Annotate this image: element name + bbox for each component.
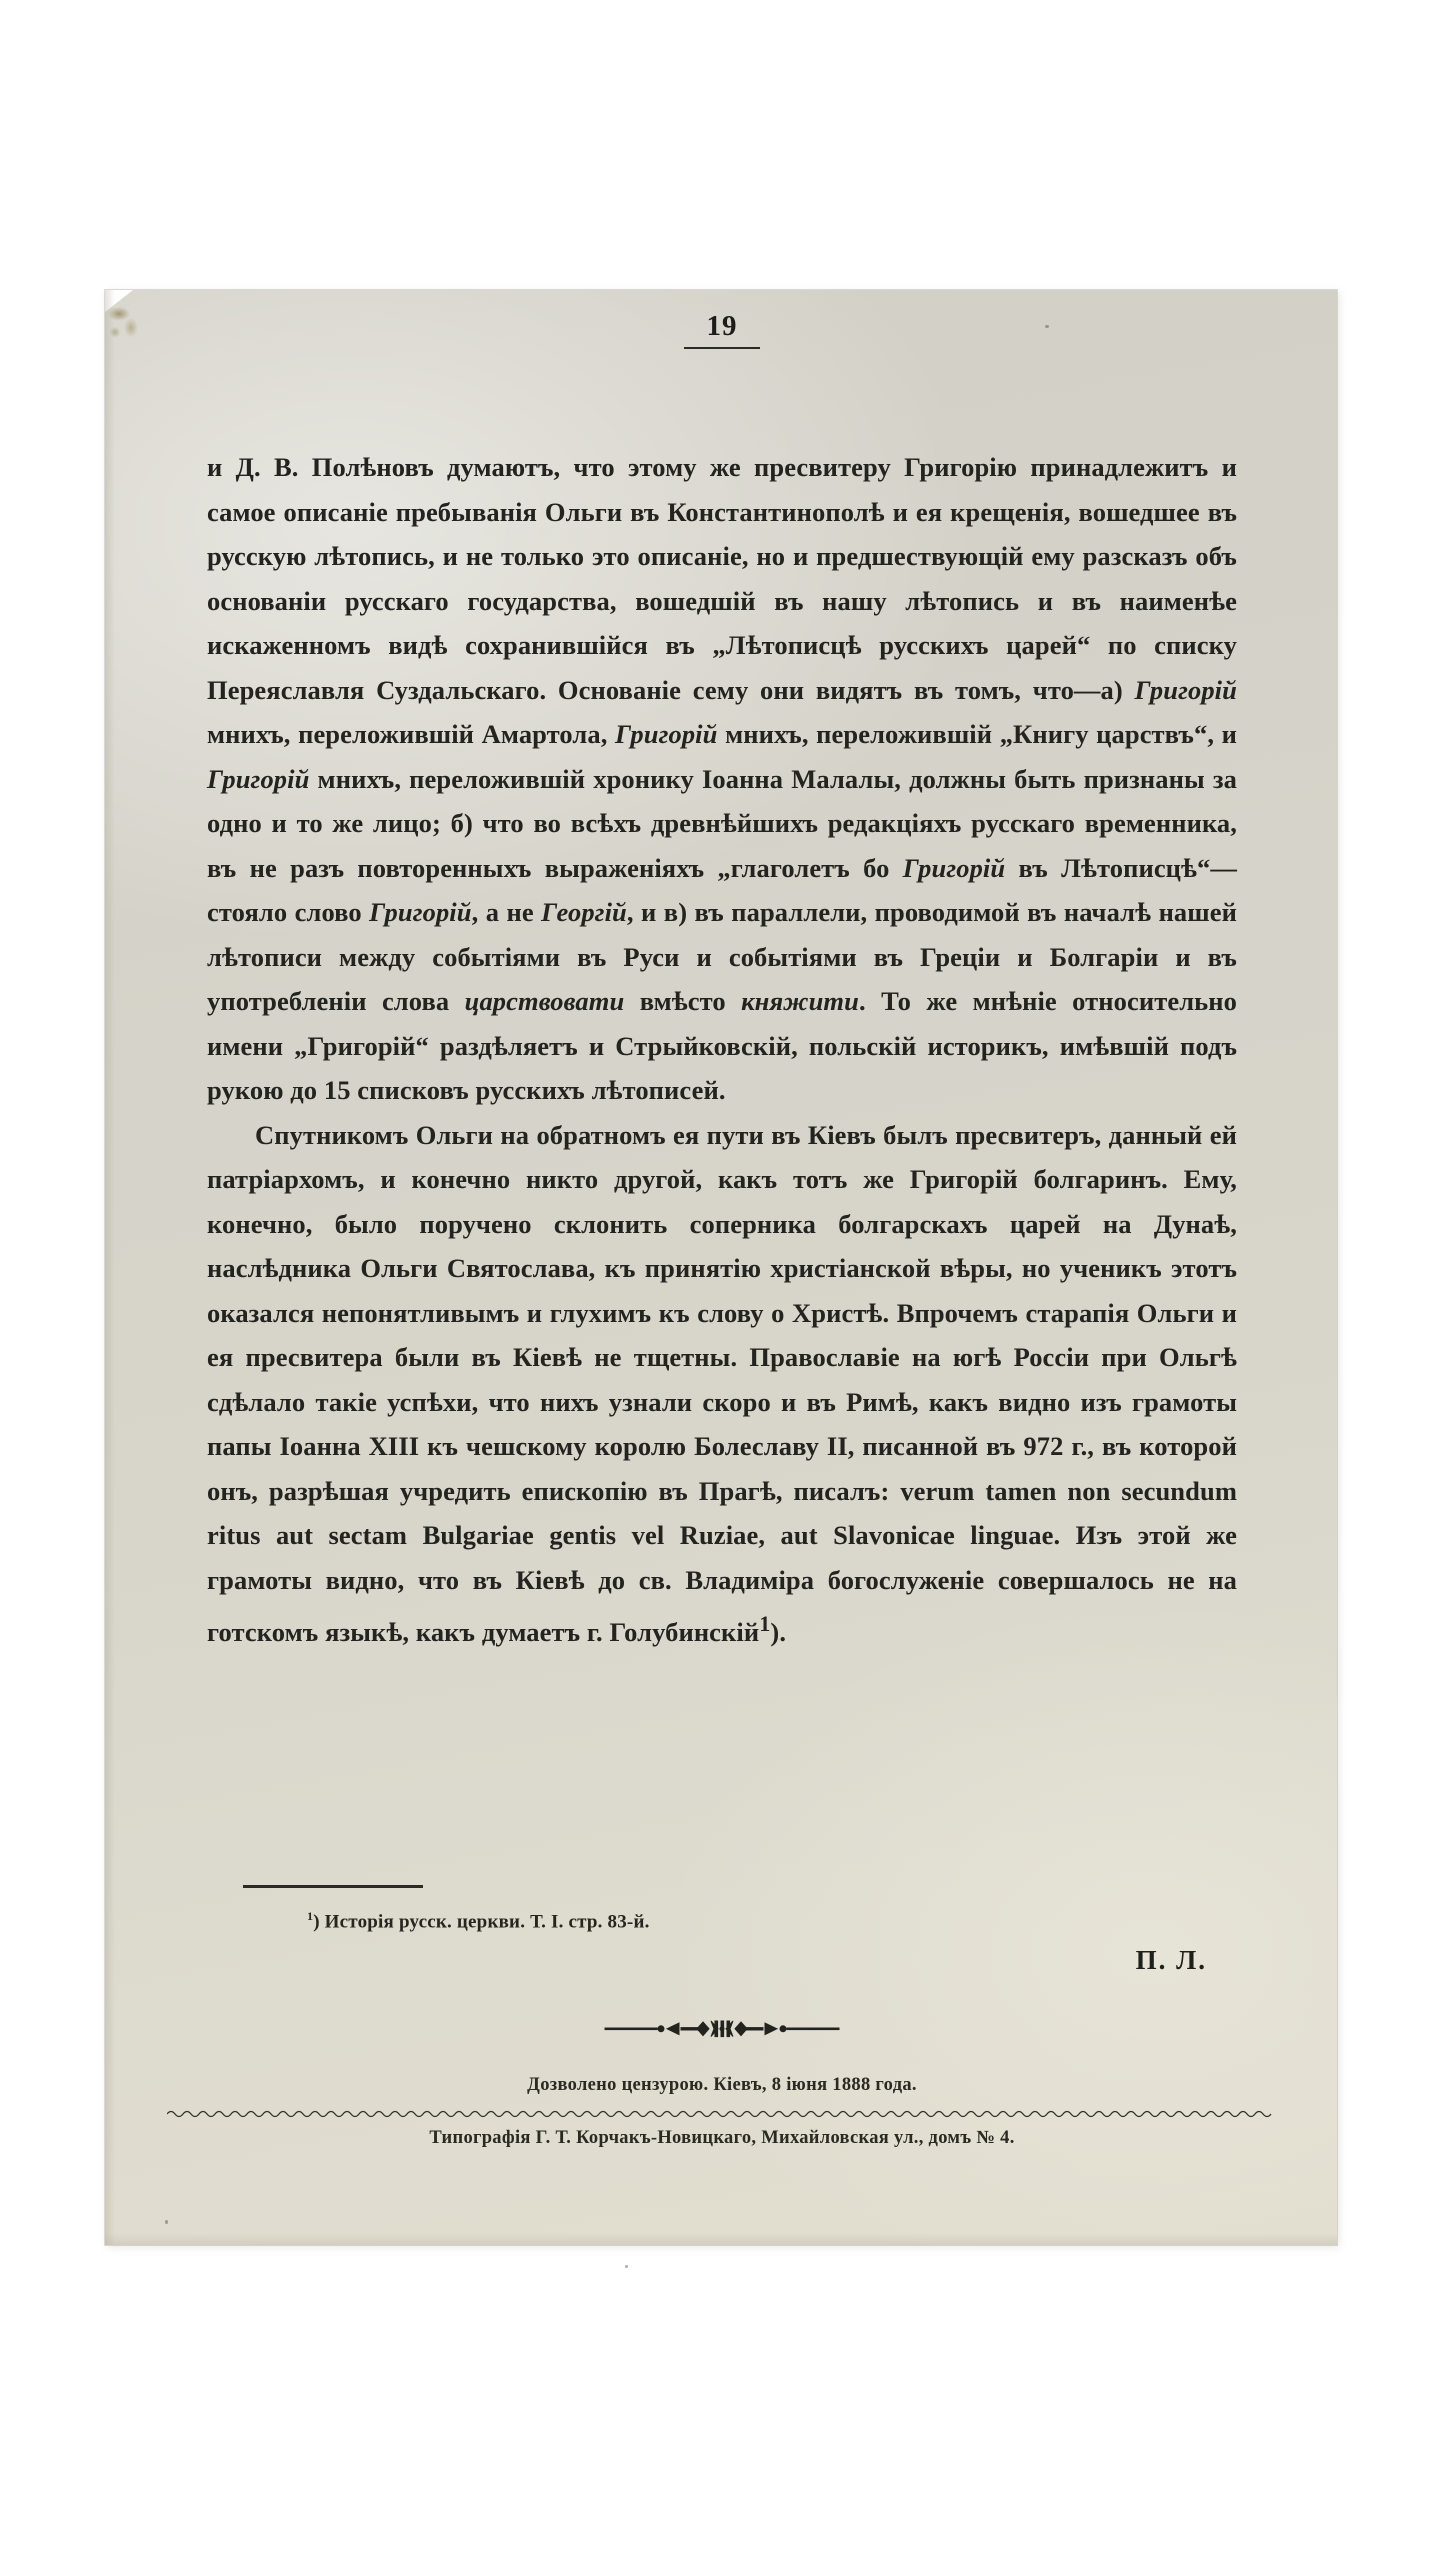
emphasised-term: Григорій bbox=[207, 763, 310, 794]
text-run: ). bbox=[770, 1616, 787, 1647]
footnote bbox=[307, 1902, 1207, 1936]
paper-speck bbox=[625, 2265, 628, 2268]
text-run: . То же мнѣніе относительно имени „Григорій“ раздѣляетъ и Стрыйковскій, польскій историкъ, имѣвшій подъ рукою до 15 списковъ русскихъ лѣтописей. bbox=[207, 986, 1238, 1105]
wavy-divider-rule bbox=[167, 2107, 1277, 2119]
text-run: мнихъ, переложившій Амартола, bbox=[207, 719, 616, 749]
fleuron-icon bbox=[597, 2020, 847, 2038]
text-run: мнихъ, переложившій хронику Іоанна Малалы, должны быть признаны за одно и то же лицо; б) что во всѣхъ древнѣйшихъ редакціяхъ русскаго временника, въ не разъ повторенныхъ выраженіяхъ „глаголетъ бо bbox=[207, 763, 1237, 883]
emphasised-term: Григорій bbox=[615, 719, 718, 749]
printer-imprint-line: Типографія Г. Т. Корчакъ-Новицкаго, Михайловская ул., домъ № 4. bbox=[429, 2128, 1015, 2148]
footnote-text: ) Исторія русск. церкви. Т. І. стр. 83-й. bbox=[313, 1911, 650, 1933]
author-initials: П. Л. bbox=[1135, 1945, 1207, 1975]
paragraph-1 bbox=[207, 445, 1237, 1113]
paper-speck bbox=[165, 2220, 168, 2224]
page-header bbox=[207, 310, 1237, 349]
text-run: мнихъ, переложившій „Книгу царствъ“, и bbox=[717, 719, 1237, 749]
text-run: , и в) въ параллели, проводимой въ началѣ нашей лѣтописи между событіями въ Руси и событіями въ Греціи и Болгаріи и въ употребленіи слова bbox=[207, 897, 1237, 1016]
page-number: 19 bbox=[706, 310, 738, 342]
left-edge-shading bbox=[105, 290, 115, 2245]
text-run: и Д. В. Полѣновъ думаютъ, что этому же пресвитеру Григорію принадлежитъ и самое описаніе пребыванія Ольги въ Константинополѣ и ея крещенія, вошедшее въ русскую лѣтопись, и не только это описаніе, но и предшествующій ему разсказъ объ основаніи русскаго государства, вошедшій въ нашу лѣтопись и въ наименѣе искаженномъ видѣ сохранившійся въ „Лѣтописцѣ русскихъ царей“ по списку Переяславля Суздальскаго. Основаніе сему они видятъ въ томъ, что—а) bbox=[207, 452, 1237, 705]
footnote-reference: 1 bbox=[759, 1611, 771, 1636]
footnote-marker: 1 bbox=[307, 1909, 314, 1923]
censor-permission-line: Дозволено цензурою. Кіевъ, 8 іюня 1888 года. bbox=[527, 2075, 917, 2095]
emphasised-term: Георгій bbox=[541, 897, 627, 927]
page-number-underline bbox=[684, 347, 760, 349]
footnote-separator-rule bbox=[243, 1885, 423, 1888]
ornament-divider bbox=[207, 2020, 1237, 2040]
paper-sheet bbox=[105, 290, 1337, 2245]
wave-line-icon bbox=[167, 2108, 1277, 2119]
paragraph-2 bbox=[207, 1113, 1237, 1655]
text-run: вмѣсто bbox=[624, 986, 742, 1016]
emphasised-term: Григорій bbox=[902, 852, 1006, 883]
emphasised-term: Григорій bbox=[369, 897, 472, 927]
bottom-edge-shading bbox=[105, 2233, 1337, 2245]
emphasised-term: Григорій bbox=[1134, 674, 1237, 705]
body-text bbox=[207, 445, 1237, 1654]
text-run: , а не bbox=[471, 897, 542, 927]
text-run: въ Лѣтописцѣ“—стояло слово bbox=[207, 852, 1237, 927]
emphasised-term: княжити bbox=[741, 986, 859, 1016]
emphasised-term: царствовати bbox=[464, 986, 625, 1016]
text-run: Спутникомъ Ольги на обратномъ ея пути въ Кіевъ былъ пресвитеръ, данный ей патріархомъ, и конечно никто другой, какъ тотъ же Григорій болгаринъ. Ему, конечно, было поручено склонить соперника болгарскахъ царей на Дунаѣ, наслѣдника Ольги Святослава, къ принятію христіанской вѣры, но ученикъ этотъ оказался непонятливымъ и глухимъ къ слову о Христѣ. Впрочемъ старапія Ольги и ея пресвитера были въ Кіевѣ не тщетны. Православіе на югѣ Россіи при Ольгѣ сдѣлало такіе успѣхи, что нихъ узнали скоро и въ Римѣ, какъ видно изъ грамоты папы Іоанна XIII къ чешскому королю Болеславу II, писанной въ 972 г., въ которой онъ, разрѣшая учредить епископію въ Прагѣ, писалъ: verum tamen non secundum ritus aut sectam Bulgariae gentis vel Ruziae, aut Slavonicae linguae. Изъ этой же грамоты видно, что въ Кіевѣ до св. Владиміра богослуженіе совершалось не на готскомъ языкѣ, какъ думаетъ г. Голубинскій bbox=[207, 1119, 1237, 1647]
